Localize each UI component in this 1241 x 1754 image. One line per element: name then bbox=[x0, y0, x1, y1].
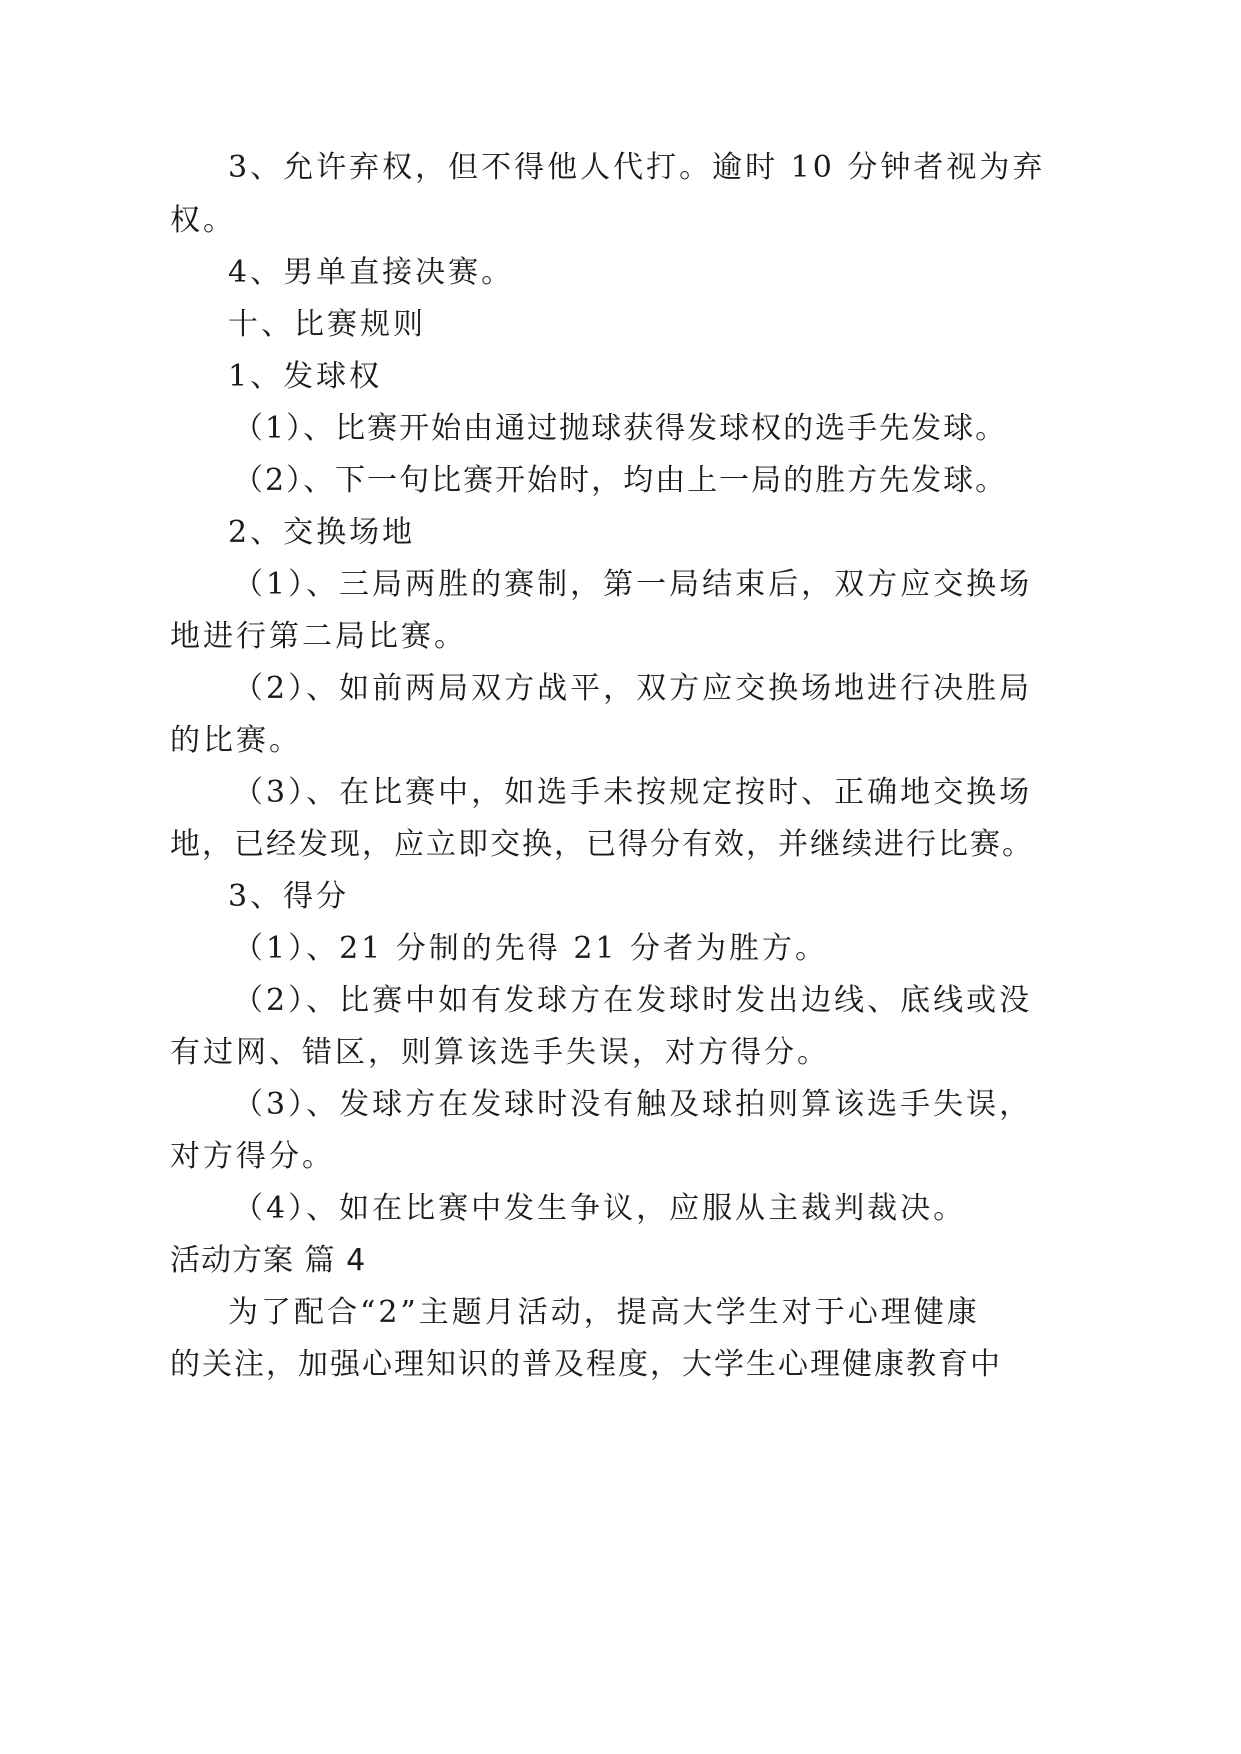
subheading-serve-right: 1、发球权 bbox=[228, 359, 383, 394]
score-item-4: （4）、如在比赛中发生争议，应服从主裁判裁决。 bbox=[233, 1191, 967, 1226]
section-title-plan-4: 活动方案 篇 4 bbox=[170, 1243, 367, 1278]
subheading-change-court: 2、交换场地 bbox=[228, 515, 416, 550]
score-item-2-cont: 有过网、错区，则算该选手失误，对方得分。 bbox=[170, 1035, 830, 1070]
rule-3-abstain: 3、允许弃权，但不得他人代打。逾时 10 分钟者视为弃 bbox=[228, 150, 1046, 185]
court-item-1-cont: 地进行第二局比赛。 bbox=[170, 619, 467, 654]
score-item-2: （2）、比赛中如有发球方在发球时发出边线、底线或没 bbox=[233, 983, 1033, 1018]
score-item-3: （3）、发球方在发球时没有触及球拍则算该选手失误， bbox=[233, 1087, 1033, 1122]
rule-3-abstain-cont: 权。 bbox=[170, 203, 236, 238]
court-item-3-cont: 地，已经发现，应立即交换，已得分有效，并继续进行比赛。 bbox=[170, 827, 1034, 862]
serve-item-2: （2）、下一句比赛开始时，均由上一局的胜方先发球。 bbox=[233, 463, 1008, 498]
rule-4-mens-single: 4、男单直接决赛。 bbox=[228, 255, 515, 290]
court-item-1: （1）、三局两胜的赛制，第一局结束后，双方应交换场 bbox=[233, 567, 1033, 602]
court-item-2-cont: 的比赛。 bbox=[170, 723, 302, 758]
court-item-3: （3）、在比赛中，如选手未按规定按时、正确地交换场 bbox=[233, 775, 1033, 810]
section-heading-rules: 十、比赛规则 bbox=[228, 307, 426, 342]
subheading-scoring: 3、得分 bbox=[228, 879, 350, 914]
serve-item-1: （1）、比赛开始由通过抛球获得发球权的选手先发球。 bbox=[233, 411, 1008, 446]
score-item-3-cont: 对方得分。 bbox=[170, 1139, 335, 1174]
plan-4-paragraph-line-2: 的关注，加强心理知识的普及程度，大学生心理健康教育中 bbox=[170, 1347, 1002, 1382]
plan-4-paragraph-line-1: 为了配合“2”主题月活动，提高大学生对于心理健康 bbox=[228, 1295, 980, 1330]
court-item-2: （2）、如前两局双方战平，双方应交换场地进行决胜局 bbox=[233, 671, 1033, 706]
score-item-1: （1）、21 分制的先得 21 分者为胜方。 bbox=[233, 931, 829, 966]
